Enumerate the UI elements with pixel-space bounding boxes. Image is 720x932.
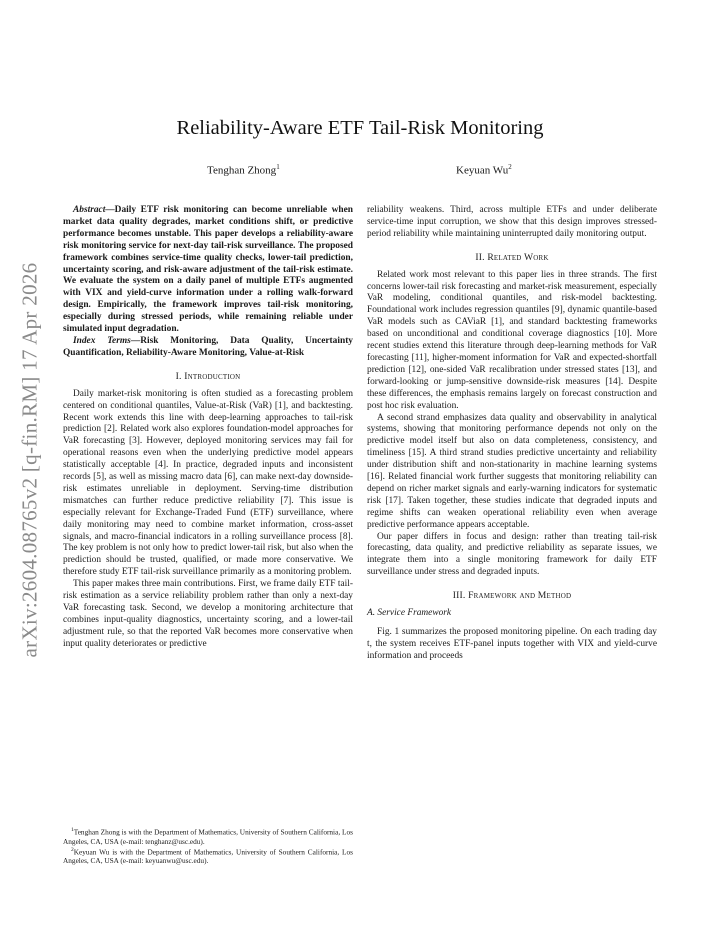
footnote-2	[63, 846, 353, 866]
subsection-heading-service-framework: A. Service Framework	[367, 608, 452, 619]
related-paragraph-2: A second strand emphasizes data quality and observability in analytical systems, showing that monitoring performance depends not only on the predictive model itself but also on data completeness, consistency, and timeliness [15]. A third strand studies predictive uncertainty and reliability under distribution shift and non-stationarity in machine learning systems [16]. Related financial work further suggests that monitoring reliability can depend on richer market signals and early-warning indicators for systematic risk [17]. Taken together, these studies indicate that degraded inputs and regime shifts can weaken operational reliability even when average predictive performance appears acceptable.	[367, 412, 657, 530]
index-terms	[63, 336, 353, 360]
arxiv-stamp	[10, 260, 50, 660]
abstract-text: —Daily ETF risk monitoring can become unreliable when market data quality degrades, market conditions shift, or predictive performance becomes unstable. This paper develops a reliability-aware risk monitoring service for next-day tail-risk surveillance. The proposed framework combines service-time quality checks, lower-tail prediction, uncertainty scoring, and risk-aware adjustment of the tail-risk estimate. We evaluate the system on a daily panel of multiple ETFs augmented with VIX and yield-curve information under a rolling walk-forward design. Empirically, the framework improves tail-risk monitoring, especially during stressed periods, while remaining reliable under simulated input degradation.	[63, 205, 353, 335]
arxiv-stamp-text: arXiv:2604.08765v2 [q-fin.RM] 17 Apr 2026	[17, 262, 42, 658]
index-terms-text: —Risk Monitoring, Data Quality, Uncertainty Quantification, Reliability-Aware Monitoring, Value-at-Risk	[63, 335, 353, 358]
abstract-label: Abstract	[73, 205, 106, 215]
footnotes	[63, 826, 353, 865]
method-paragraph-1: Fig. 1 summarizes the proposed monitoring pipeline. On each trading day t, the system receives ETF-panel inputs together with VIX and yield-curve information and proceeds	[367, 627, 657, 661]
section-heading-framework: III. Framework and Method	[452, 590, 572, 602]
index-terms-label: Index Terms	[73, 335, 131, 346]
right-column	[367, 205, 657, 663]
left-column	[63, 205, 353, 651]
footnote-2-text: Keyuan Wu is with the Department of Mathematics, University of Southern California, Los Angeles, CA, USA (e-mail: keyuanwu@usc.edu).	[63, 847, 353, 866]
footnote-1-mark: 1	[71, 827, 74, 833]
paper-title: Reliability-Aware ETF Tail-Risk Monitoring	[176, 117, 544, 139]
intro-paragraph-2-continued: reliability weakens. Third, across multiple ETFs and under deliberate service-time input corruption, we show that this design improves stressed-period reliability while maintaining uninterrupted daily monitoring output.	[367, 205, 657, 239]
author-2	[456, 163, 512, 177]
related-paragraph-1: Related work most relevant to this paper lies in three strands. The first concerns lower-tail risk forecasting and market-risk measurement, especially VaR modeling, conditional quantiles, and risk-model backtesting. Foundational work includes regression quantiles [9], dynamic quantile-based VaR models such as CAViaR [1], and standard backtesting frameworks based on unconditional and conditional coverage diagnostics [10]. More recent studies extend this literature through deep-learning methods for VaR forecasting [11], higher-moment information for VaR and expected-shortfall prediction [12], one-sided VaR recalibration under stressed states [13], and forward-looking or jump-sensitive downside-risk measures [14]. Despite these differences, the emphasis remains largely on forecast construction and post hoc risk evaluation.	[367, 269, 657, 411]
footnote-2-mark: 2	[71, 846, 74, 853]
footnote-1	[63, 826, 353, 846]
author-2-name: Keyuan Wu	[456, 164, 509, 177]
abstract	[63, 205, 353, 336]
section-heading-introduction: I. Introduction	[175, 370, 241, 382]
intro-paragraph-1: Daily market-risk monitoring is often studied as a forecasting problem centered on conditional quantiles, Value-at-Risk (VaR) [1], and backtesting. Recent work extends this line with deep-learning approaches to tail-risk prediction [2]. Related work also explores foundation-model approaches for VaR forecasting [3]. However, deployed monitoring services may fail for operational reasons even when the underlying predictive model appears statistically acceptable [4]. In practice, degraded inputs and inconsistent records [5], as well as missing macro data [6], can make next-day downside-risk estimates unreliable in deployment. Serving-time distribution mismatches can further reduce predictive reliability [7]. This issue is especially relevant for Exchange-Traded Fund (ETF) surveillance, where daily monitoring may need to combine market information, cross-asset signals, and macro-financial indicators in a rolling surveillance process [8]. The key problem is not only how to predict lower-tail risk, but also when the prediction should be trusted, qualified, or made more conservative. We therefore study ETF tail-risk surveillance primarily as a monitoring problem.	[63, 388, 353, 578]
author-1-name: Tenghan Zhong	[207, 164, 277, 177]
related-paragraph-3: Our paper differs in focus and design: rather than treating tail-risk forecasting, data quality, and predictive reliability as separate issues, we integrate them into a single monitoring framework for daily ETF surveillance under stress and degraded inputs.	[367, 531, 657, 578]
author-1	[207, 163, 280, 177]
author-2-mark: 2	[508, 163, 512, 171]
section-heading-related-work: II. Related Work	[475, 251, 549, 263]
footnote-1-text: Tenghan Zhong is with the Department of Mathematics, University of Southern California, Los Angeles, CA, USA (e-mail: tenghanz@usc.edu).	[63, 827, 353, 846]
author-1-mark: 1	[276, 163, 280, 171]
intro-paragraph-2: This paper makes three main contributions. First, we frame daily ETF tail-risk estimation as a service reliability problem rather than only a next-day VaR forecasting task. Second, we develop a monitoring architecture that combines input-quality diagnostics, uncertainty scoring, and a lower-tail adjustment rule, so that the reported VaR becomes more conservative when input quality deteriorates or predictive	[63, 579, 353, 649]
